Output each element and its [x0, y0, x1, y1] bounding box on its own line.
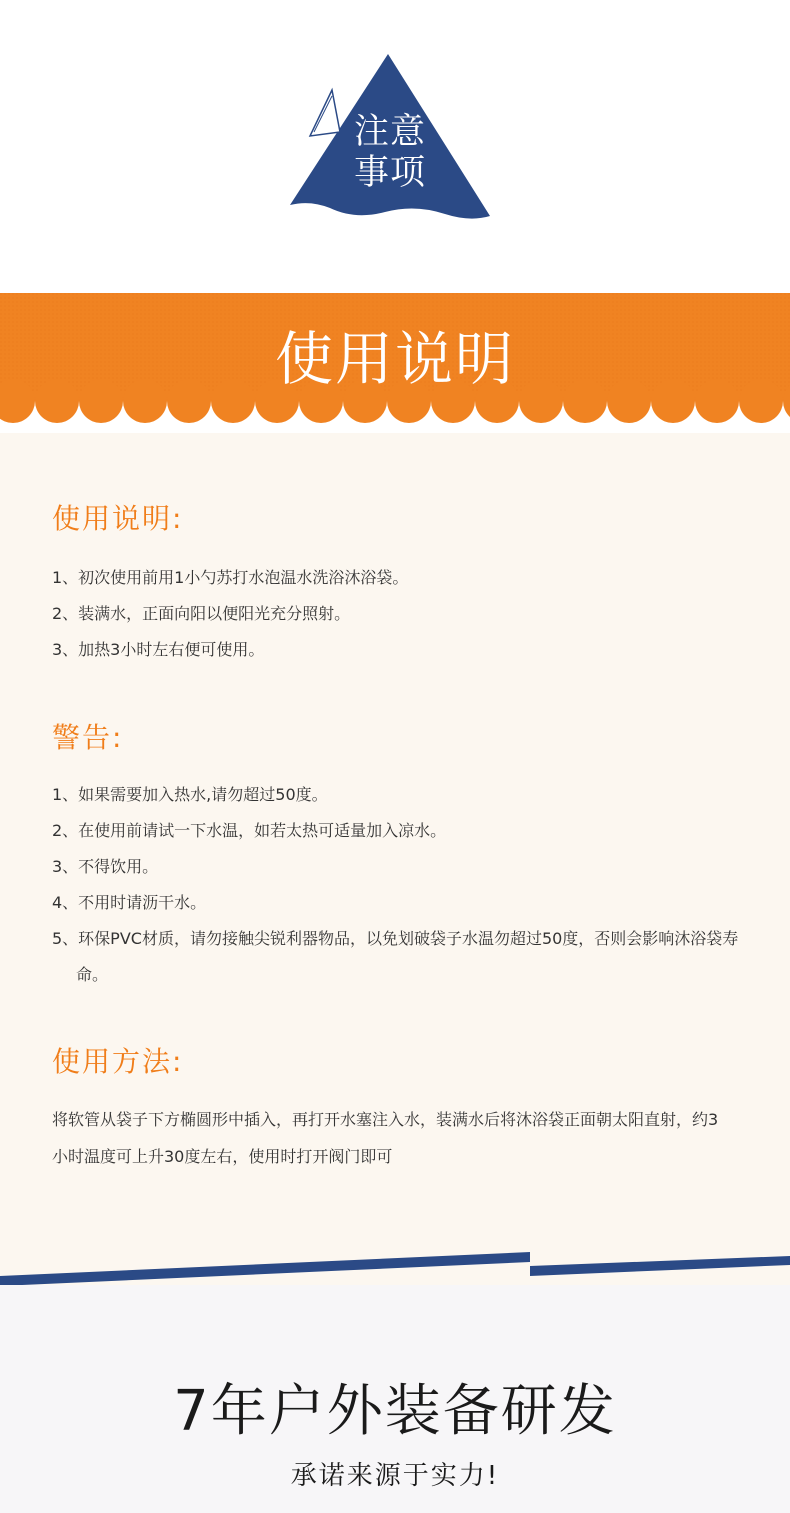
warning-title: 警告: — [52, 721, 124, 754]
header-area — [0, 0, 790, 293]
slogan-subtitle: 承诺来源于实力! — [290, 1461, 500, 1491]
list-item: 2、装满水，正面向阳以便阳光充分照射。 — [52, 604, 351, 623]
method-text: 将软管从袋子下方椭圆形中插入，再打开水塞注入水，装满水后将沐浴袋正面朝太阳直射，约3小时温度可上升30度左右，使用时打开阀门即可 — [52, 1110, 719, 1166]
list-item: 2、在使用前请试一下水温，如若太热可适量加入凉水。 — [52, 821, 447, 840]
list-item: 5、环保PVC材质，请勿接触尖锐利器物品，以免划破袋子水温勿超过50度，否则会影响沐浴袋寿命。 — [52, 929, 739, 984]
list-item: 3、加热3小时左右便可使用。 — [52, 640, 265, 659]
method-title: 使用方法: — [52, 1045, 184, 1078]
list-item: 4、不用时请沥干水。 — [52, 893, 207, 912]
instructions-list — [52, 560, 742, 668]
slogan-title: 7年户外装备研发 — [173, 1379, 617, 1444]
warning-list — [52, 777, 742, 993]
banner-title: 使用说明 — [274, 325, 515, 393]
list-item: 1、初次使用前用1小勺苏打水泡温水洗浴沐浴袋。 — [52, 568, 409, 587]
instructions-title: 使用说明: — [52, 502, 184, 535]
logo-line-2: 事项 — [353, 153, 426, 193]
divider-stripe — [0, 1250, 790, 1290]
list-item: 1、如果需要加入热水,请勿超过50度。 — [52, 785, 328, 804]
logo-line-1: 注意 — [353, 112, 426, 152]
list-item: 3、不得饮用。 — [52, 857, 159, 876]
logo-text — [340, 112, 440, 194]
